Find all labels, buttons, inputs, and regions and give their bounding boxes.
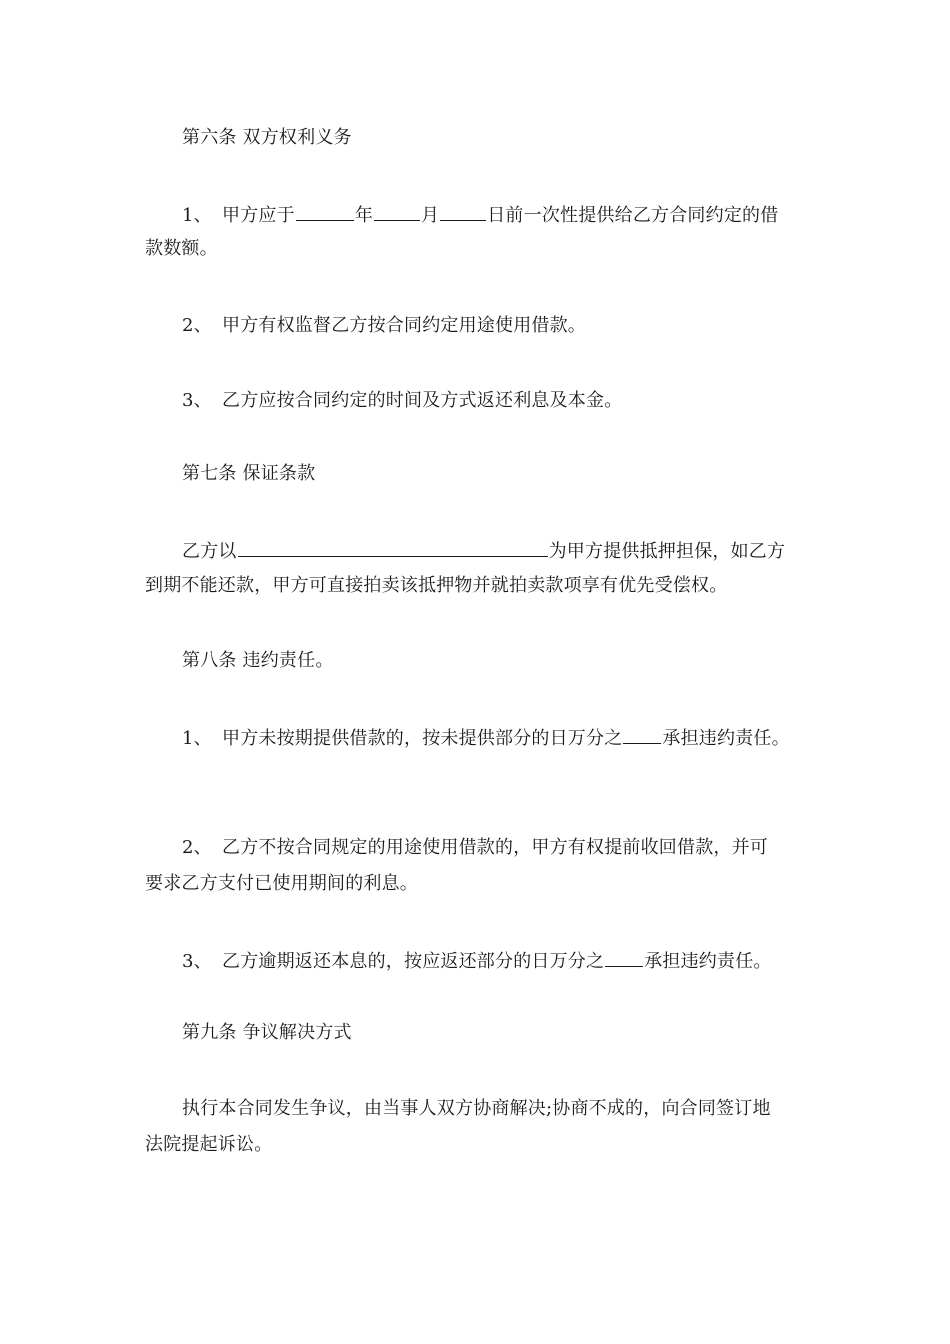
article-8-item-3: 3、 乙方逾期返还本息的，按应返还部分的日万分之 承担违约责任。 (182, 951, 772, 972)
blank-day-field (440, 203, 486, 221)
article-6-item-1: 1、 甲方应于 年 月 日前一次性提供给乙方合同约定的借 (182, 205, 779, 226)
blank-penalty-rate-field (623, 726, 661, 744)
blank-year-field (296, 203, 354, 221)
article-9-paragraph-continued: 法院提起诉讼。 (145, 1134, 273, 1155)
item-number: 1、 (182, 728, 212, 749)
article-7-paragraph-continued: 到期不能还款，甲方可直接拍卖该抵押物并就拍卖款项享有优先受偿权。 (145, 575, 728, 596)
article-8-heading: 第八条 违约责任。 (182, 650, 334, 671)
item-number: 3、 (182, 390, 212, 411)
item-number: 1、 (182, 205, 212, 226)
article-6-item-2: 2、 甲方有权监督乙方按合同约定用途使用借款。 (182, 315, 586, 336)
article-6-item-3: 3、 乙方应按合同约定的时间及方式返还利息及本金。 (182, 390, 623, 411)
article-8-item-2: 2、 乙方不按合同规定的用途使用借款的，甲方有权提前收回借款，并可 (182, 837, 768, 858)
article-6-heading: 第六条 双方权利义务 (182, 127, 352, 148)
article-8-item-1: 1、 甲方未按期提供借款的，按未提供部分的日万分之 承担违约责任。 (182, 728, 790, 749)
article-6-item-1-continued: 款数额。 (145, 238, 218, 259)
item-number: 3、 (182, 951, 212, 972)
blank-month-field (374, 203, 420, 221)
blank-overdue-rate-field (605, 949, 643, 967)
item-number: 2、 (182, 315, 212, 336)
article-7-heading: 第七条 保证条款 (182, 463, 316, 484)
article-9-heading: 第九条 争议解决方式 (182, 1022, 352, 1043)
article-7-paragraph: 乙方以 为甲方提供抵押担保，如乙方 (182, 541, 786, 562)
article-9-paragraph: 执行本合同发生争议，由当事人双方协商解决;协商不成的，向合同签订地 (182, 1098, 771, 1119)
blank-collateral-field (238, 539, 548, 557)
article-8-item-2-continued: 要求乙方支付已使用期间的利息。 (145, 873, 418, 894)
item-number: 2、 (182, 837, 212, 858)
